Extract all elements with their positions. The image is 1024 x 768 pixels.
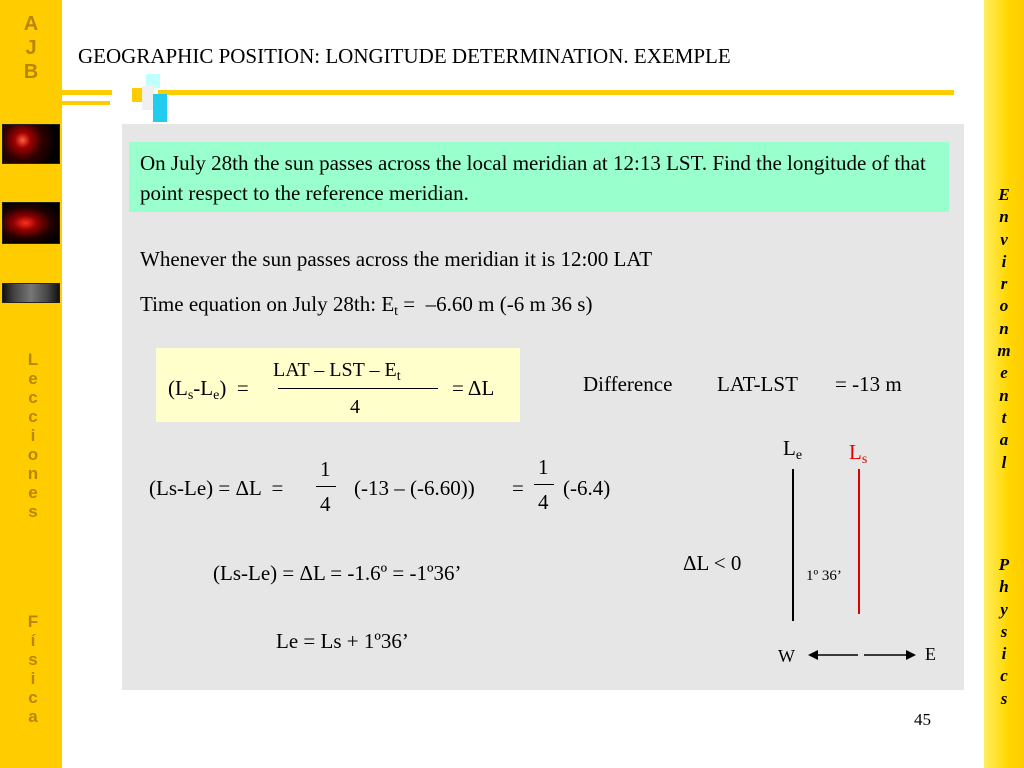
lecciones-letter: c: [28, 388, 38, 407]
west-label: W: [778, 646, 795, 666]
label-le: $L_e$: [783, 436, 803, 463]
difference-label: Difference: [583, 372, 673, 396]
calc-frac1-numerator: 1: [320, 457, 331, 481]
fisica-letter: i: [30, 669, 36, 688]
formula-fraction-bar: [278, 388, 438, 389]
environmental-letter: E: [998, 185, 1010, 204]
west-arrow-head: [808, 650, 818, 660]
page-number: 45: [914, 710, 931, 729]
environmental-letter: n: [999, 385, 1009, 405]
ajb-letter: B: [23, 61, 39, 83]
angle-label: 1º 36’: [806, 568, 842, 584]
environmental-letter: n: [999, 207, 1009, 227]
de-letter: [0, 564, 22, 583]
environmental-letter: n: [999, 318, 1009, 338]
formula-denominator: 4: [350, 396, 360, 418]
environmental-letter: t: [1001, 407, 1007, 427]
left-sidebar: [0, 0, 62, 768]
label-ls: $L_s$: [849, 440, 868, 467]
physics-letter: s: [1000, 621, 1008, 641]
physics-vertical-text: [984, 554, 1024, 710]
calc-frac2-bar: [534, 484, 554, 485]
calc-middle-expression: (-13 – (-6.60)): [354, 476, 475, 500]
fisica-letter: F: [27, 612, 39, 631]
environmental-letter: m: [997, 341, 1011, 361]
lecciones-letter: s: [28, 502, 38, 521]
title-underline-short: [62, 90, 112, 95]
lecciones-letter: i: [30, 426, 36, 445]
fisica-letter: a: [28, 707, 38, 726]
environmental-letter: e: [1000, 363, 1008, 383]
slide-title: GEOGRAPHIC POSITION: LONGITUDE DETERMINATION. EXEMPLE: [78, 44, 731, 68]
east-arrow-head: [906, 650, 916, 660]
formula-lhs: $(L_s-L_e)$ =: [168, 376, 249, 403]
environmental-letter: v: [1000, 229, 1008, 249]
difference-expression: LAT-LST: [717, 372, 798, 396]
sun-meridian-statement: Whenever the sun passes across the meridian it is 12:00 LAT: [140, 247, 653, 271]
environmental-letter: l: [1001, 452, 1007, 472]
thumbnail-spectrum-strip: [2, 283, 60, 303]
decorative-square-teal: [153, 94, 167, 122]
calc-lhs: (Ls-Le) = ΔL =: [149, 476, 284, 500]
meridian-line-ls: [858, 469, 860, 614]
calc-equals: =: [512, 476, 524, 500]
calc-frac1-denominator: 4: [320, 492, 331, 516]
physics-letter: P: [998, 555, 1010, 574]
environmental-letter: i: [1001, 251, 1007, 271]
fisica-vertical-text: [2, 612, 64, 726]
de-vertical-text: [0, 564, 22, 602]
calc-end: (-6.4): [563, 476, 611, 500]
formula-numerator: LAT – LST – $E_t$: [273, 359, 401, 384]
fisica-letter: í: [30, 631, 36, 650]
time-equation-statement: Time equation on July 28th: $E_t = -6.60$ m (-6 m 36 s): [140, 292, 593, 319]
lecciones-letter: e: [28, 483, 38, 502]
lecciones-letter: n: [27, 464, 39, 483]
fisica-letter: s: [28, 650, 38, 669]
ajb-logo-text: [0, 12, 62, 84]
ajb-letter: A: [23, 13, 39, 35]
delta-l-negative: ΔL < 0: [683, 551, 742, 575]
ajb-letter: J: [25, 37, 37, 59]
lecciones-vertical-text: [2, 350, 64, 521]
thumbnail-red-light-1: [2, 124, 60, 164]
de-letter: [0, 583, 22, 602]
lecciones-letter: e: [28, 369, 38, 388]
physics-letter: c: [1000, 666, 1008, 686]
meridian-line-le: [792, 469, 794, 621]
physics-letter: i: [1001, 644, 1007, 664]
east-label: E: [925, 644, 936, 664]
result-delta-l: (Ls-Le) = ΔL = -1.6º = -1º36’: [213, 561, 462, 585]
difference-value: = -13 m: [835, 372, 902, 396]
right-sidebar: [984, 0, 1024, 768]
physics-letter: s: [1000, 688, 1008, 708]
problem-statement: On July 28th the sun passes across the local meridian at 12:13 LST. Find the longitude of that point respect to the reference meridian.: [140, 151, 926, 205]
lecciones-letter: o: [27, 445, 39, 464]
lecciones-letter: L: [27, 350, 39, 369]
formula-rhs: = ΔL: [452, 376, 495, 400]
calc-frac2-numerator: 1: [538, 455, 549, 479]
physics-letter: y: [1000, 599, 1008, 619]
calc-frac1-bar: [316, 486, 336, 487]
calc-frac2-denominator: 4: [538, 490, 549, 514]
environmental-letter: a: [999, 430, 1009, 450]
result-le: Le = Ls + 1º36’: [276, 629, 409, 653]
fisica-letter: c: [28, 688, 38, 707]
physics-letter: h: [999, 577, 1009, 597]
title-underline-short-2: [62, 101, 110, 105]
title-underline-long: [158, 90, 954, 95]
thumbnail-red-light-2: [2, 202, 60, 244]
environmental-letter: o: [999, 296, 1009, 316]
environmental-vertical-text: [984, 184, 1024, 474]
environmental-letter: r: [1000, 274, 1008, 294]
west-east-arrows: [800, 645, 930, 665]
lecciones-letter: c: [28, 407, 38, 426]
